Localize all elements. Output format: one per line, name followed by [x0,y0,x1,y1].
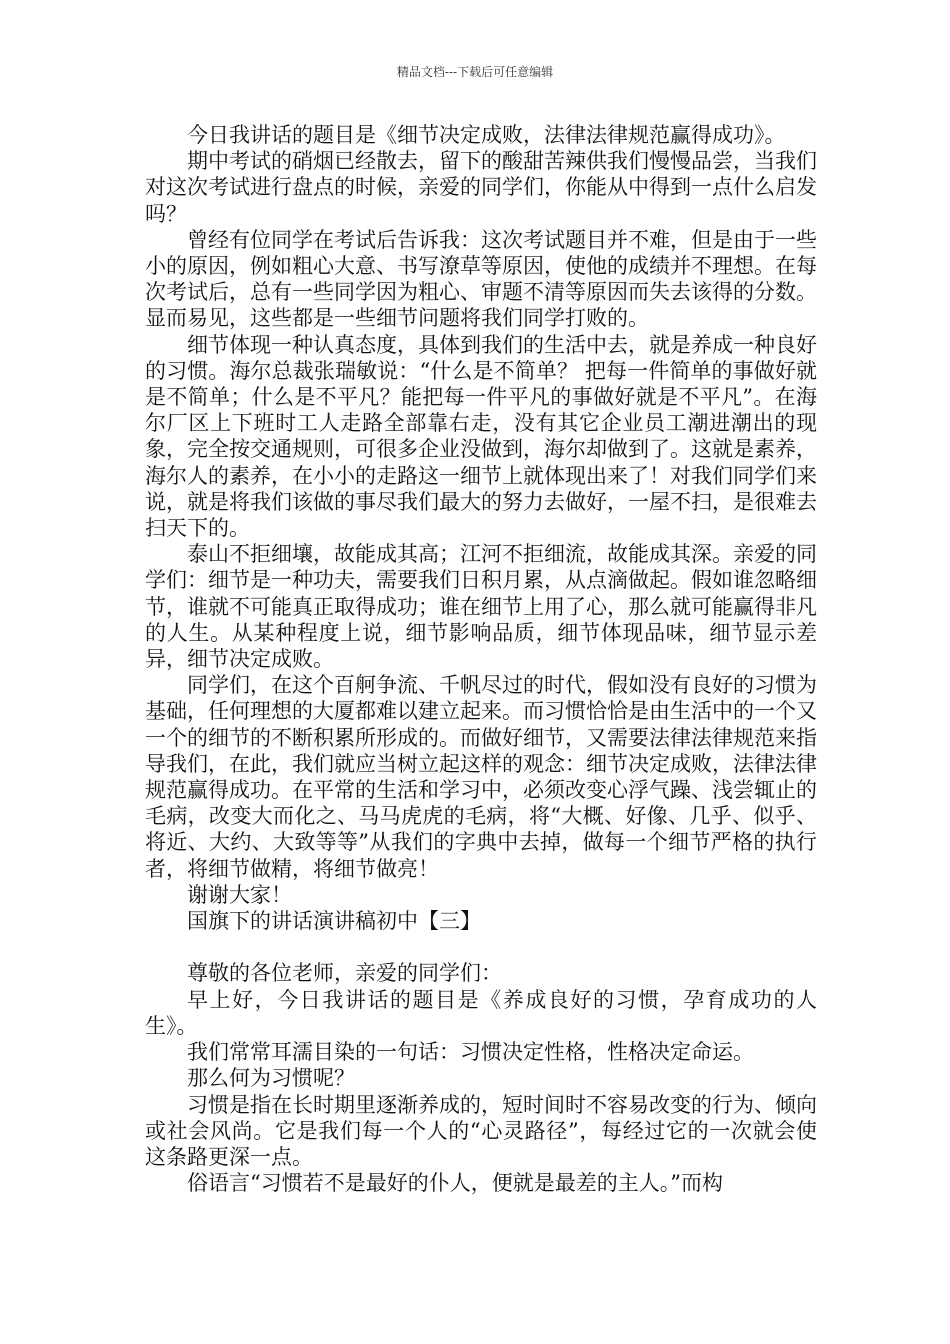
document-body [145,122,817,1196]
paragraph-11: 俗语言“习惯若不是最好的仆人，便就是最差的主人。”而构 [187,1171,723,1196]
blank-line [145,934,817,960]
closing-thanks: 谢谢大家！ [187,882,292,907]
paragraph-6: 同学们，在这个百舸争流、千帆尽过的时代，假如没有良好的习惯为基础，任何理想的大厦都难以建立起来。而习惯恰恰是由生活中的一个又一个的细节的不断积累所形成的。而做好细节，又需要法律法律规范来指导我们，在此，我们就应当树立起这样的观念：细节决定成败，法律法律规范赢得成功。在平常的生活和学习中，必须改变心浮气躁、浅尝辄止的毛病，改变大而化之、马马虎虎的毛病，将“大概、好像、几乎、似乎、将近、大约、大致等等”从我们的字典中去掉，做每一个细节严格的执行者，将细节做精，将细节做亮！ [145,673,817,881]
paragraph-2: 期中考试的硝烟已经散去，留下的酸甜苦辣供我们慢慢品尝，当我们对这次考试进行盘点的时候，亲爱的同学们，你能从中得到一点什么启发吗？ [145,149,817,226]
salutation: 尊敬的各位老师，亲爱的同学们： [187,961,502,986]
page-header: 精品文档---下载后可任意编辑 [396,65,554,79]
paragraph-8: 我们常常耳濡目染的一句话：习惯决定性格，性格决定命运。 [187,1040,754,1065]
paragraph-1: 今日我讲话的题目是《细节决定成败，法律法律规范赢得成功》。 [187,123,786,147]
paragraph-3: 曾经有位同学在考试后告诉我：这次考试题目并不难，但是由于一些小的原因，例如粗心大意、书写潦草等原因，使他的成绩并不理想。在每次考试后，总有一些同学因为粗心、审题不清等原因而失去该得的分数。显而易见，这些都是一些细节问题将我们同学打败的。 [145,227,817,331]
paragraph-9: 那么何为习惯呢？ [187,1066,355,1091]
paragraph-5: 泰山不拒细壤，故能成其高；江河不拒细流，故能成其深。亲爱的同学们：细节是一种功夫，需要我们日积月累，从点滴做起。假如谁忽略细节，谁就不可能真正取得成功；谁在细节上用了心，那么就可能赢得非凡的人生。从某种程度上说，细节影响品质，细节体现品味，细节显示差异，细节决定成败。 [145,542,817,672]
paragraph-10: 习惯是指在长时期里逐渐养成的，短时间时不容易改变的行为、倾向或社会风尚。它是我们每一个人的“心灵路径”，每经过它的一次就会使这条路更深一点。 [145,1092,817,1169]
paragraph-7: 早上好，今日我讲话的题目是《养成良好的习惯，孕育成功的人生》。 [145,987,817,1038]
section-title: 国旗下的讲话演讲稿初中【三】 [187,909,481,934]
paragraph-4: 细节体现一种认真态度，具体到我们的生活中去，就是养成一种良好的习惯。海尔总裁张瑞敏说：“什么是不简单？ 把每一件简单的事做好就是不简单；什么是不平凡？能把每一件平凡的事做好就是不平凡”。在海尔厂区上下班时工人走路全部靠右走，没有其它企业员工潮进潮出的现象，完全按交通规则，可很多企业没做到，海尔却做到了。这就是素养，海尔人的素养，在小小的走路这一细节上就体现出来了！对我们同学们来说，就是将我们该做的事尽我们最大的努力去做好，一屋不扫，是很难去扫天下的。 [145,332,817,541]
